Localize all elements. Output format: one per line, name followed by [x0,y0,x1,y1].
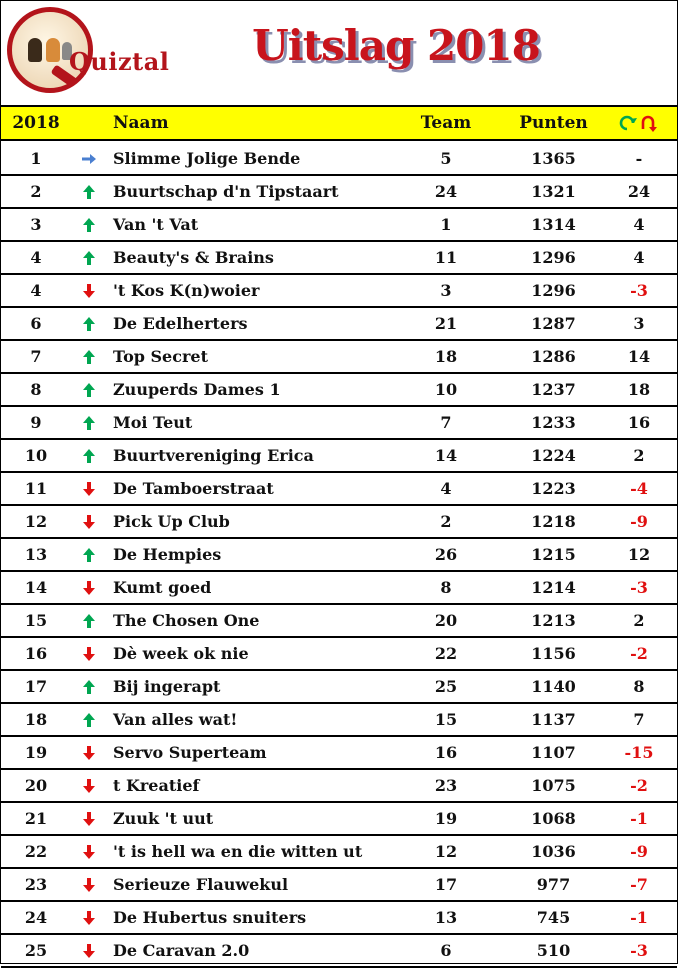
rank-cell: 19 [24,743,48,762]
change-cell: -9 [630,512,648,531]
points-cell: 1233 [531,413,576,432]
change-cell: 12 [627,545,651,564]
arrow-down-icon [71,638,107,669]
table-row [1,374,677,407]
rank-cell: 22 [24,842,48,861]
arrow-up-icon [71,242,107,273]
team-name-cell: Pick Up Club [113,512,230,531]
team-number-cell: 17 [434,875,458,894]
team-name-cell: 't is hell wa en die witten ut [113,842,363,861]
team-name-cell: The Chosen One [113,611,260,630]
rank-cell: 6 [30,314,42,333]
logo-figure-icon [46,38,60,62]
table-row [1,605,677,638]
team-number-cell: 19 [434,809,458,828]
team-name-cell: Top Secret [113,347,208,366]
change-cell: 18 [627,380,651,399]
points-cell: 1287 [531,314,576,333]
rank-cell: 4 [30,248,42,267]
rank-cell: 3 [30,215,42,234]
team-number-cell: 15 [434,710,458,729]
column-header-change [601,107,677,139]
team-name-cell: Kumt goed [113,578,212,597]
rank-cell: 18 [24,710,48,729]
arrow-up-icon [71,176,107,207]
team-number-cell: 24 [434,182,458,201]
change-cell: 4 [633,215,645,234]
rank-cell: 7 [30,347,42,366]
change-cell: -1 [630,809,648,828]
table-row [1,671,677,704]
table-row [1,506,677,539]
team-number-cell: 23 [434,776,458,795]
team-number-cell: 22 [434,644,458,663]
points-cell: 1156 [531,644,576,663]
team-number-cell: 4 [440,479,452,498]
points-cell: 1214 [531,578,576,597]
points-cell: 1286 [531,347,576,366]
table-row [1,869,677,902]
rank-cell: 1 [30,149,42,168]
team-name-cell: Dè week ok nie [113,644,249,663]
arrow-up-icon [71,539,107,570]
points-cell: 1215 [531,545,576,564]
table-row [1,638,677,671]
team-number-cell: 25 [434,677,458,696]
logo-text: Quiztal [69,47,170,76]
change-cell: -7 [630,875,648,894]
team-number-cell: 13 [434,908,458,927]
change-cell: -3 [630,941,648,960]
points-cell: 1365 [531,149,576,168]
table-row [1,572,677,605]
team-name-cell: Van alles wat! [113,710,238,729]
table-row [1,770,677,803]
table-row [1,308,677,341]
arrow-down-icon [71,803,107,834]
team-name-cell: Beauty's & Brains [113,248,274,267]
page-header [1,1,677,105]
team-name-cell: Zuuk 't uut [113,809,214,828]
table-row [1,143,677,176]
arrow-right-icon [71,143,107,174]
change-cell: -1 [630,908,648,927]
points-cell: 1213 [531,611,576,630]
team-name-cell: De Hubertus snuiters [113,908,307,927]
table-row [1,539,677,572]
logo-figure-icon [28,38,42,62]
arrow-up-icon [71,407,107,438]
team-number-cell: 6 [440,941,452,960]
arrow-down-icon [71,275,107,306]
points-cell: 1036 [531,842,576,861]
table-row [1,473,677,506]
points-cell: 1137 [531,710,576,729]
team-name-cell: De Caravan 2.0 [113,941,250,960]
team-number-cell: 3 [440,281,452,300]
team-name-cell: Bij ingerapt [113,677,221,696]
table-row [1,341,677,374]
points-cell: 1223 [531,479,576,498]
arrow-up-icon [71,671,107,702]
change-cell: 8 [633,677,645,696]
rank-cell: 11 [24,479,48,498]
arrow-up-icon [71,605,107,636]
rank-cell: 23 [24,875,48,894]
results-table-body [1,143,677,968]
change-cell: - [635,149,643,168]
team-number-cell: 7 [440,413,452,432]
rank-cell: 4 [30,281,42,300]
change-cell: -9 [630,842,648,861]
table-row [1,935,677,968]
team-number-cell: 14 [434,446,458,465]
rank-cell: 24 [24,908,48,927]
change-cell: 3 [633,314,645,333]
table-row [1,737,677,770]
table-row [1,902,677,935]
arrow-down-icon [71,572,107,603]
change-cell: -2 [630,644,648,663]
quiztal-logo [7,7,172,99]
arrow-down-icon [71,506,107,537]
arrow-down-icon [71,935,107,966]
page-title: Uitslag 2018 [252,21,540,70]
team-number-cell: 26 [434,545,458,564]
team-name-cell: Slimme Jolige Bende [113,149,301,168]
table-row [1,803,677,836]
change-cell: 2 [633,611,645,630]
rank-cell: 13 [24,545,48,564]
change-cell: -4 [630,479,648,498]
team-number-cell: 21 [434,314,458,333]
points-cell: 1321 [531,182,576,201]
points-cell: 1075 [531,776,576,795]
arrow-down-icon [71,902,107,933]
arrow-up-icon [71,308,107,339]
table-row [1,176,677,209]
points-cell: 1107 [531,743,576,762]
team-number-cell: 16 [434,743,458,762]
team-name-cell: Van 't Vat [113,215,199,234]
rank-cell: 25 [24,941,48,960]
rank-cell: 2 [30,182,42,201]
team-name-cell: Buurtvereniging Erica [113,446,314,465]
change-cell: 4 [633,248,645,267]
table-row [1,836,677,869]
team-name-cell: Moi Teut [113,413,193,432]
rank-cell: 16 [24,644,48,663]
rank-cell: 10 [24,446,48,465]
arrow-down-icon [71,770,107,801]
change-cell: -2 [630,776,648,795]
arrow-up-icon [71,374,107,405]
table-row [1,440,677,473]
change-cell: -15 [624,743,654,762]
points-cell: 510 [536,941,571,960]
arrow-up-icon [71,341,107,372]
arrow-down-icon [71,473,107,504]
change-cell: 16 [627,413,651,432]
team-number-cell: 11 [434,248,458,267]
rank-cell: 12 [24,512,48,531]
team-number-cell: 20 [434,611,458,630]
points-cell: 1068 [531,809,576,828]
points-cell: 977 [536,875,571,894]
arrow-down-icon [71,737,107,768]
team-name-cell: De Tamboerstraat [113,479,274,498]
change-cell: 24 [627,182,651,201]
team-name-cell: t Kreatief [113,776,200,795]
team-name-cell: 't Kos K(n)woier [113,281,260,300]
column-header-team: Team [420,113,472,133]
arrow-up-icon [71,704,107,735]
team-number-cell: 18 [434,347,458,366]
team-name-cell: Serieuze Flauwekul [113,875,289,894]
table-row [1,242,677,275]
rank-cell: 21 [24,809,48,828]
change-cell: 7 [633,710,645,729]
column-header-year: 2018 [12,113,60,133]
change-arrows-icon [619,112,659,134]
team-number-cell: 1 [440,215,452,234]
team-name-cell: Servo Superteam [113,743,267,762]
points-cell: 1224 [531,446,576,465]
rank-cell: 8 [30,380,42,399]
team-number-cell: 12 [434,842,458,861]
table-row [1,704,677,737]
rank-cell: 17 [24,677,48,696]
change-cell: 14 [627,347,651,366]
team-name-cell: De Hempies [113,545,222,564]
points-cell: 1314 [531,215,576,234]
points-cell: 1140 [531,677,576,696]
arrow-down-icon [71,836,107,867]
change-cell: -3 [630,578,648,597]
change-cell: -3 [630,281,648,300]
points-cell: 1218 [531,512,576,531]
arrow-up-icon [71,209,107,240]
team-name-cell: Zuuperds Dames 1 [113,380,281,399]
column-header-points: Punten [519,113,588,133]
column-header-name: Naam [113,113,169,133]
team-number-cell: 10 [434,380,458,399]
points-cell: 1296 [531,248,576,267]
rank-cell: 14 [24,578,48,597]
change-cell: 2 [633,446,645,465]
arrow-down-icon [71,869,107,900]
team-number-cell: 8 [440,578,452,597]
team-number-cell: 5 [440,149,452,168]
team-name-cell: De Edelherters [113,314,248,333]
rank-cell: 15 [24,611,48,630]
table-header [1,105,677,141]
table-row [1,275,677,308]
arrow-up-icon [71,440,107,471]
team-number-cell: 2 [440,512,452,531]
points-cell: 1237 [531,380,576,399]
points-cell: 1296 [531,281,576,300]
table-row [1,407,677,440]
points-cell: 745 [536,908,571,927]
team-name-cell: Buurtschap d'n Tipstaart [113,182,339,201]
table-row [1,209,677,242]
rank-cell: 20 [24,776,48,795]
rank-cell: 9 [30,413,42,432]
